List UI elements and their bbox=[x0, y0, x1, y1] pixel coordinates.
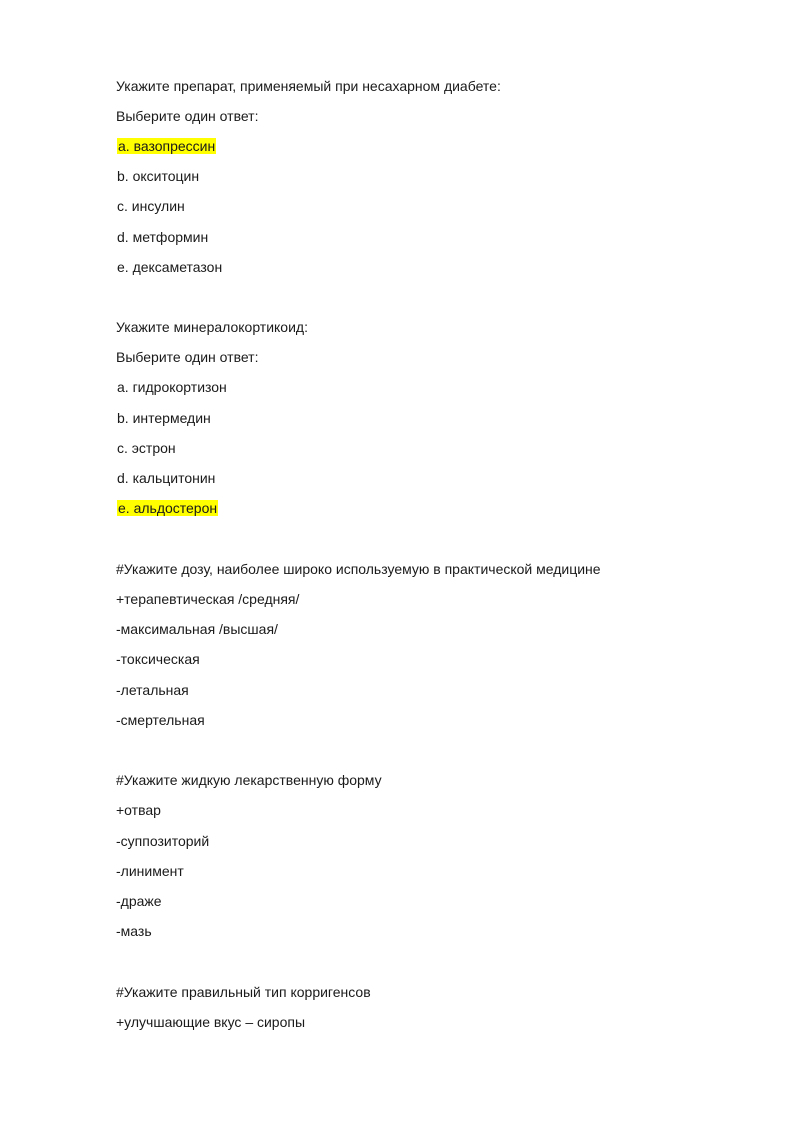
q3-answer-2: -максимальная /высшая/ bbox=[116, 621, 278, 637]
q1-option-a-highlight: a. вазопрессин bbox=[118, 138, 216, 154]
q4-answer-4: -драже bbox=[116, 893, 162, 909]
q2-option-e bbox=[117, 499, 218, 517]
q1-prompt: Выберите один ответ: bbox=[116, 108, 259, 124]
q3-answer-4: -летальная bbox=[116, 682, 189, 698]
q4-answer-1: +отвар bbox=[116, 802, 161, 818]
q3-answer-5: -смертельная bbox=[116, 712, 205, 728]
q1-option-a bbox=[117, 137, 216, 155]
q2-option-a: a. гидрокортизон bbox=[117, 379, 227, 395]
q1-question: Укажите препарат, применяемый при несахарном диабете: bbox=[116, 78, 501, 94]
q3-answer-1: +терапевтическая /средняя/ bbox=[116, 591, 300, 607]
q5-question: #Укажите правильный тип корригенсов bbox=[116, 984, 371, 1000]
q1-option-e: e. дексаметазон bbox=[117, 259, 223, 275]
q2-option-d: d. кальцитонин bbox=[117, 470, 216, 486]
q5-answer-1: +улучшающие вкус – сиропы bbox=[116, 1014, 306, 1030]
q2-option-b: b. интермедин bbox=[117, 410, 211, 426]
q4-answer-5: -мазь bbox=[116, 923, 152, 939]
q4-answer-3: -линимент bbox=[116, 863, 184, 879]
q2-option-c: c. эстрон bbox=[117, 440, 176, 456]
q4-answer-2: -суппозиторий bbox=[116, 833, 210, 849]
q1-option-d: d. метформин bbox=[117, 229, 209, 245]
q2-question: Укажите минералокортикоид: bbox=[116, 319, 308, 335]
q3-question: #Укажите дозу, наиболее широко используемую в практической медицине bbox=[116, 561, 601, 577]
q4-question: #Укажите жидкую лекарственную форму bbox=[116, 772, 382, 788]
q1-option-b: b. окситоцин bbox=[117, 168, 200, 184]
q2-option-e-highlight: e. альдостерон bbox=[118, 500, 218, 516]
q3-answer-3: -токсическая bbox=[116, 651, 200, 667]
q2-prompt: Выберите один ответ: bbox=[116, 349, 259, 365]
q1-option-c: c. инсулин bbox=[117, 198, 185, 214]
